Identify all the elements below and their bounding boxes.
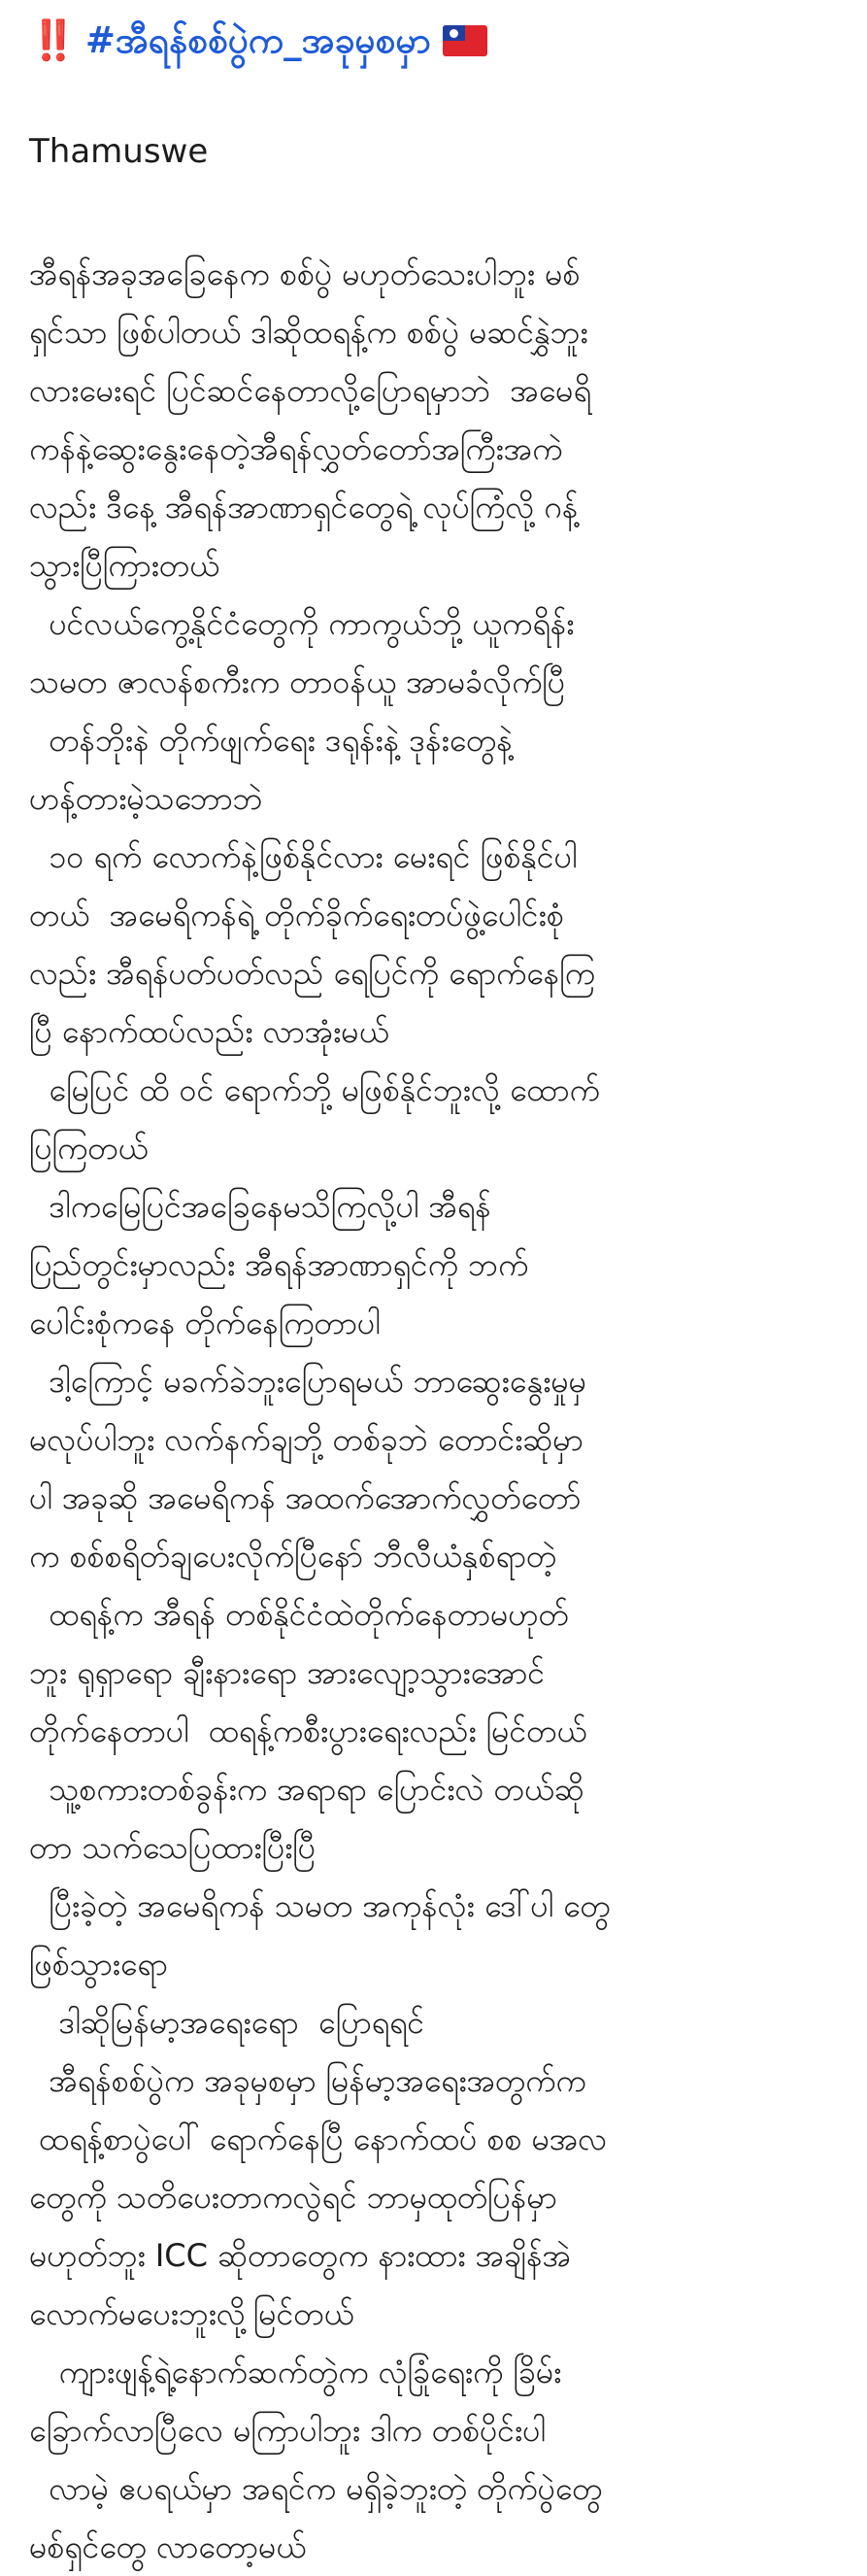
text-line: ဒါကမြေပြင်အခြေနေမသိကြလို့ပါ အီရန် <box>29 1188 491 1225</box>
text-line: က စစ်စရိတ်ချပေးလိုက်ပြီနော် ဘီလီယံနှစ်ရာတဲ့ <box>29 1538 557 1575</box>
hashtag-link[interactable]: #အီရန်စစ်ပွဲက_အခုမှစမှာ <box>84 19 431 61</box>
text-line: ဒါ့ကြောင့် မခက်ခဲဘူးပြောရမယ် ဘာဆွေးနွေးမှုမှ <box>29 1363 586 1400</box>
text-line: လားမေးရင် ပြင်ဆင်နေတာလို့ပြောရမှာဘဲ အမေရိ <box>29 372 591 409</box>
text-line: ရှင်သာ ဖြစ်ပါတယ် ဒါဆိုထရန့်က စစ်ပွဲ မဆင်နွှဲဘူး <box>29 314 588 351</box>
text-line: သူ့စကားတစ်ခွန်းက အရာရာ ပြောင်းလဲ တယ်ဆို <box>29 1771 584 1808</box>
post-paragraph <box>29 594 842 828</box>
flag-sun <box>450 29 458 38</box>
post-body <box>29 245 842 2576</box>
text-line: မစ်ရှင်တွေ လာတော့မယ် <box>29 2528 307 2565</box>
text-line: ပြီ နောက်ထပ်လည်း လာအုံးမယ် <box>29 1013 389 1050</box>
post-paragraph <box>29 1061 842 1177</box>
text-line: လာမဲ့ ဧပရယ်မှာ အရင်က မရှိခဲ့ဘူးတဲ့ တိုက်ပွဲတွေ <box>29 2470 603 2507</box>
text-line: မြေပြင် ထိ ဝင် ရောက်ဘို့ မဖြစ်နိုင်ဘူးလို့ ထောက် <box>29 1071 600 1108</box>
text-line: မဟုတ်ဘူး ICC ဆိုတာတွေက နားထား အချိန်အဲ <box>29 2237 572 2274</box>
text-line: ပင်လယ်ကွေ့နိုင်ငံတွေကို ကာကွယ်ဘို့ ယူကရိန်း <box>29 605 575 642</box>
text-line: လည်း ဒီနေ့ အီရန်အာဏာရှင်တွေရဲ့ လုပ်ကြံလို့ ဂန့် <box>29 489 579 525</box>
post-header <box>29 14 842 68</box>
double-exclamation-icon: ‼️ <box>29 18 74 63</box>
text-line: အီရန်အခုအခြေနေက စစ်ပွဲ မဟုတ်သေးပါဘူး မစ် <box>29 255 581 292</box>
post-paragraph <box>29 1177 842 1352</box>
post-paragraph <box>29 1352 842 1585</box>
text-line: သမတ ဇာလန်စကီးက တာဝန်ယူ အာမခံလိုက်ပြီ <box>29 663 566 700</box>
text-line: ကျားဖျန့်ရဲ့နောက်ဆက်တွဲက လုံခြုံရေးကို ခြိမ်း <box>29 2354 562 2390</box>
taiwan-flag-icon <box>443 25 487 56</box>
text-line: လည်း အီရန်ပတ်ပတ်လည် ရေပြင်ကို ရောက်နေကြ <box>29 955 595 992</box>
text-line: ဟန့်တားမဲ့သဘောဘဲ <box>29 780 263 817</box>
text-line: ဒါဆိုမြန်မာ့အရေးရော ပြောရရင် <box>29 2004 425 2041</box>
author-name: Thamuswe <box>29 132 209 171</box>
text-line: ၁၀ ရက် လောက်နဲ့ဖြစ်နိုင်လား မေးရင် ဖြစ်နိုင်ပါ <box>29 838 578 875</box>
text-line: မလုပ်ပါဘူး လက်နက်ချဘို့ တစ်ခုဘဲ တောင်းဆိုမှာ <box>29 1421 584 1458</box>
text-line: အီရန်စစ်ပွဲက အခုမှစမှာ မြန်မာ့အရေးအတွက်က <box>29 2062 586 2099</box>
text-line: လောက်မပေးဘူးလို့မြင်တယ် <box>29 2295 354 2332</box>
text-line: ပြကြတယ် <box>29 1130 149 1167</box>
post-paragraph <box>29 1877 842 1993</box>
text-line: ပါ အခုဆို အမေရိကန် အထက်အောက်လွှတ်တော် <box>29 1479 582 1516</box>
text-line: ကန်နဲ့ဆွေးနွေးနေတဲ့အီရန်လွှတ်တော်အကြီးအကဲ <box>29 430 563 467</box>
text-line: တန်ဘိုးနဲ တိုက်ဖျက်ရေး ဒရုန်းနဲ့ ဒုန်းတွေနဲ့ <box>29 722 513 759</box>
post-paragraph <box>29 2343 842 2576</box>
text-line: ထရန့်စာပွဲပေါ် ရောက်နေပြီ နောက်ထပ် စစ မအလ <box>29 2120 608 2157</box>
text-line: ပြီးခဲ့တဲ့ အမေရိကန် သမတ အကုန်လုံး ဒေါ်ပါ တွေ <box>29 1887 611 1924</box>
text-line: ဖြစ်သွားရော <box>29 1946 168 1983</box>
post-paragraph <box>29 828 842 1061</box>
post-paragraph <box>29 1585 842 1877</box>
text-line: တိုက်နေတာပါ ထရန့်ကစီးပွားရေးလည်း မြင်တယ် <box>29 1712 587 1749</box>
post-paragraph <box>29 245 842 594</box>
text-line: တယ် အမေရိကန်ရဲ့ တိုက်ခိုက်ရေးတပ်ဖွဲ့ပေါင်းစုံ <box>29 897 564 933</box>
text-line: ခြောက်လာပြီလေ မကြာပါဘူး ဒါက တစ်ပိုင်းပါ <box>29 2412 546 2449</box>
text-line: တွေကို သတိပေးတာကလွဲရင် ဘာမှထုတ်ပြန်မှာ <box>29 2179 557 2216</box>
text-line: ပေါင်းစုံကနေ တိုက်နေကြတာပါ <box>29 1305 381 1341</box>
text-line: ထရန့်က အီရန် တစ်နိုင်ငံထဲတိုက်နေတာမဟုတ် <box>29 1596 569 1633</box>
text-line: ပြည်တွင်းမှာလည်း အီရန်အာဏာရှင်ကို ဘက် <box>29 1246 529 1283</box>
text-line: တာ သက်သေပြထားပြီးပြီ <box>29 1829 317 1866</box>
text-line: ဘူး ရုရှာရော ချီးနားရော အားလျော့သွားအောင် <box>29 1654 546 1691</box>
text-line: သွားပြီကြားတယ် <box>29 547 220 584</box>
post-paragraph <box>29 1993 842 2343</box>
